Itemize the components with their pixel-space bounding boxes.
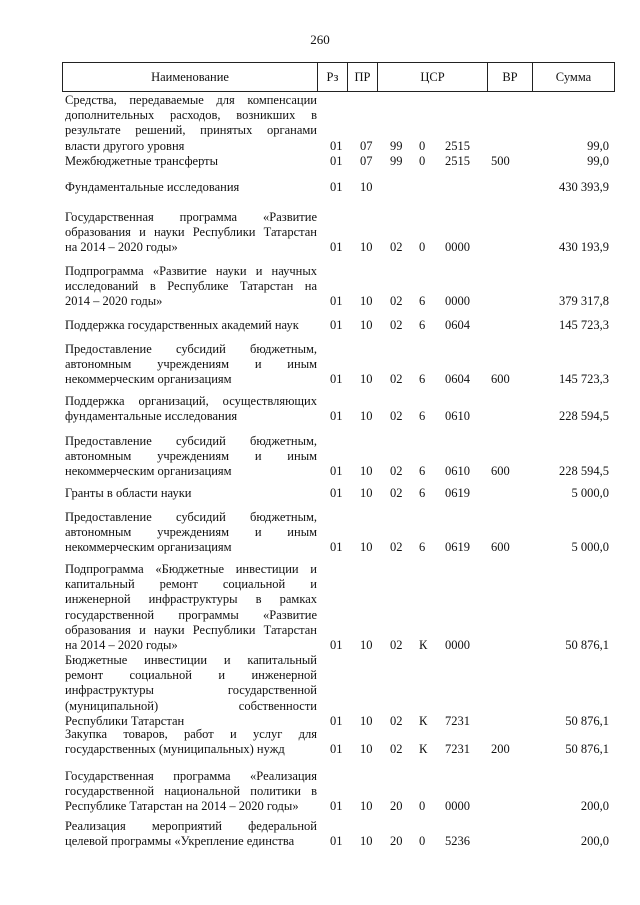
cell-pr: 10	[360, 540, 373, 555]
cell-csr-subprogram: 6	[419, 317, 426, 332]
cell-csr-direction: 0000	[445, 637, 470, 652]
row-name-line: целевой программы «Укрепление единства	[65, 834, 295, 849]
header-vr: ВР	[488, 63, 533, 91]
row-name-line: Республике Татарстан на 2014 – 2020 годы»	[65, 799, 299, 814]
cell-sum: 379 317,8	[559, 294, 609, 309]
row-name-line: Государственная программа «Реализация	[65, 769, 317, 783]
cell-rz: 01	[330, 834, 343, 849]
header-rz: Рз	[318, 63, 348, 91]
row-name-line: на 2014 – 2020 годы»	[65, 240, 178, 255]
cell-rz: 01	[330, 540, 343, 555]
row-name-line: Подпрограмма «Развитие науки и научных	[65, 264, 317, 278]
cell-sum: 50 876,1	[565, 713, 609, 728]
cell-pr: 10	[360, 485, 373, 500]
row-name	[65, 154, 317, 169]
row-name-line: образования и науки Республики Татарстан	[65, 225, 317, 240]
cell-sum: 145 723,3	[559, 317, 609, 332]
row-name-line: Предоставление субсидий бюджетным,	[65, 342, 317, 356]
cell-sum: 99,0	[587, 153, 609, 168]
cell-pr: 10	[360, 799, 373, 814]
table-row	[0, 93, 640, 154]
row-name	[65, 653, 317, 729]
row-name-line: Межбюджетные трансферты	[65, 154, 219, 168]
row-name	[65, 180, 317, 195]
row-name-line: власти другого уровня	[65, 138, 185, 153]
page-number: 260	[310, 32, 330, 47]
row-name-line: Предоставление субсидий бюджетным,	[65, 434, 317, 448]
table-row	[0, 210, 640, 256]
cell-rz: 01	[330, 637, 343, 652]
cell-pr: 10	[360, 372, 373, 387]
cell-vr: 500	[491, 153, 510, 168]
table-row	[0, 769, 640, 815]
row-name-line: Гранты в области науки	[65, 486, 192, 500]
row-name-line: инженерной инфраструктуры в рамках	[65, 592, 317, 607]
cell-pr: 10	[360, 742, 373, 757]
cell-sum: 228 594,5	[559, 409, 609, 424]
cell-sum: 430 193,9	[559, 240, 609, 255]
cell-pr: 10	[360, 409, 373, 424]
row-name-line: инфраструктуры государственной	[65, 683, 317, 698]
cell-rz: 01	[330, 799, 343, 814]
cell-rz: 01	[330, 485, 343, 500]
row-name-line: государственной национальной политики в	[65, 784, 317, 799]
cell-sum: 145 723,3	[559, 372, 609, 387]
row-name-line: Закупка товаров, работ и услуг для	[65, 727, 317, 741]
table-row	[0, 154, 640, 169]
row-name-line: государственной программы «Развитие	[65, 607, 317, 622]
table-row	[0, 180, 640, 195]
cell-csr-program: 02	[390, 742, 403, 757]
cell-pr: 10	[360, 713, 373, 728]
cell-csr-program: 02	[390, 464, 403, 479]
row-name-line: Подпрограмма «Бюджетные инвестиции и	[65, 562, 317, 576]
cell-sum: 5 000,0	[571, 485, 609, 500]
cell-csr-direction: 0604	[445, 317, 470, 332]
cell-csr-subprogram: 0	[419, 153, 426, 168]
cell-csr-direction: 7231	[445, 742, 470, 757]
row-name-line: на 2014 – 2020 годы»	[65, 638, 178, 653]
cell-csr-direction: 0000	[445, 294, 470, 309]
cell-csr-subprogram: 6	[419, 540, 426, 555]
row-name	[65, 819, 317, 849]
row-name	[65, 562, 317, 653]
cell-csr-program: 02	[390, 485, 403, 500]
row-name-line: Поддержка организаций, осуществляющих	[65, 394, 317, 408]
cell-rz: 01	[330, 153, 343, 168]
cell-sum: 99,0	[587, 138, 609, 153]
table-row	[0, 342, 640, 388]
cell-csr-direction: 0604	[445, 372, 470, 387]
row-name-line: Бюджетные инвестиции и капитальный	[65, 653, 317, 667]
row-name-line: 2014 – 2020 годы»	[65, 294, 163, 309]
cell-csr-direction: 0619	[445, 485, 470, 500]
cell-csr-program: 02	[390, 637, 403, 652]
table-row	[0, 727, 640, 757]
row-name-line: Предоставление субсидий бюджетным,	[65, 510, 317, 524]
table-row	[0, 394, 640, 424]
cell-sum: 200,0	[580, 799, 609, 814]
table-row	[0, 318, 640, 333]
row-name-line: некоммерческим организациям	[65, 372, 232, 387]
cell-csr-program: 99	[390, 138, 403, 153]
cell-csr-program: 20	[390, 834, 403, 849]
row-name	[65, 93, 317, 154]
cell-csr-subprogram: 0	[419, 834, 426, 849]
cell-csr-program: 02	[390, 317, 403, 332]
cell-csr-subprogram: 6	[419, 485, 426, 500]
cell-csr-subprogram: 0	[419, 138, 426, 153]
row-name-line: образования и науки Республики Татарстан	[65, 622, 317, 637]
cell-pr: 10	[360, 637, 373, 652]
cell-csr-subprogram: К	[419, 713, 428, 728]
cell-csr-program: 02	[390, 294, 403, 309]
cell-sum: 430 393,9	[559, 179, 609, 194]
cell-csr-subprogram: 0	[419, 799, 426, 814]
row-name	[65, 727, 317, 757]
cell-pr: 10	[360, 294, 373, 309]
cell-csr-direction: 0000	[445, 240, 470, 255]
row-name-line: Средства, передаваемые для компенсации	[65, 93, 317, 107]
row-name-line: Реализация мероприятий федеральной	[65, 819, 317, 833]
row-name-line: капитальный ремонт социальной и	[65, 577, 317, 592]
cell-csr-subprogram: 6	[419, 372, 426, 387]
cell-csr-program: 02	[390, 713, 403, 728]
cell-rz: 01	[330, 742, 343, 757]
table-row	[0, 434, 640, 480]
cell-csr-subprogram: 6	[419, 464, 426, 479]
table-header	[62, 62, 615, 92]
row-name	[65, 510, 317, 556]
row-name	[65, 394, 317, 424]
cell-sum: 228 594,5	[559, 464, 609, 479]
cell-sum: 200,0	[580, 834, 609, 849]
header-sum: Сумма	[555, 70, 592, 84]
cell-pr: 10	[360, 240, 373, 255]
cell-sum: 5 000,0	[571, 540, 609, 555]
row-name-line: некоммерческим организациям	[65, 540, 232, 555]
row-name	[65, 210, 317, 256]
row-name	[65, 264, 317, 310]
cell-csr-program: 20	[390, 799, 403, 814]
row-name-line: Государственная программа «Развитие	[65, 210, 317, 224]
cell-rz: 01	[330, 464, 343, 479]
row-name-line: автономным учреждениям и иным	[65, 357, 317, 372]
cell-rz: 01	[330, 138, 343, 153]
cell-csr-program: 02	[390, 372, 403, 387]
cell-csr-direction: 0610	[445, 464, 470, 479]
cell-csr-subprogram: 6	[419, 409, 426, 424]
cell-csr-subprogram: 0	[419, 240, 426, 255]
cell-pr: 07	[360, 153, 373, 168]
table-row	[0, 653, 640, 729]
row-name-line: Фундаментальные исследования	[65, 180, 240, 194]
cell-pr: 10	[360, 317, 373, 332]
cell-rz: 01	[330, 294, 343, 309]
row-name-line: некоммерческим организациям	[65, 464, 232, 479]
header-csr: ЦСР	[378, 63, 488, 91]
cell-csr-direction: 0610	[445, 409, 470, 424]
row-name-line: Поддержка государственных академий наук	[65, 318, 299, 332]
cell-rz: 01	[330, 409, 343, 424]
cell-sum: 50 876,1	[565, 742, 609, 757]
table-row	[0, 486, 640, 501]
row-name-line: дополнительных расходов, возникших в	[65, 108, 317, 123]
row-name	[65, 486, 317, 501]
cell-rz: 01	[330, 240, 343, 255]
cell-rz: 01	[330, 179, 343, 194]
cell-csr-program: 02	[390, 240, 403, 255]
cell-csr-direction: 2515	[445, 153, 470, 168]
cell-vr: 600	[491, 540, 510, 555]
cell-csr-direction: 7231	[445, 713, 470, 728]
row-name-line: государственных (муниципальных) нужд	[65, 742, 285, 757]
cell-rz: 01	[330, 317, 343, 332]
cell-vr: 600	[491, 464, 510, 479]
row-name-line: результате решений, принятых органами	[65, 123, 317, 138]
cell-csr-program: 99	[390, 153, 403, 168]
row-name-line: ремонт социальной и инженерной	[65, 668, 317, 683]
row-name-line: (муниципальной) собственности	[65, 698, 317, 713]
row-name-line: автономным учреждениям и иным	[65, 525, 317, 540]
cell-sum: 50 876,1	[565, 637, 609, 652]
cell-csr-direction: 0000	[445, 799, 470, 814]
row-name-line: автономным учреждениям и иным	[65, 449, 317, 464]
table-row	[0, 562, 640, 653]
row-name-line: исследований в Республике Татарстан на	[65, 279, 317, 294]
cell-csr-program: 02	[390, 409, 403, 424]
cell-vr: 600	[491, 372, 510, 387]
row-name	[65, 318, 317, 333]
cell-rz: 01	[330, 372, 343, 387]
header-name: Наименование	[63, 63, 318, 91]
row-name-line: Республики Татарстан	[65, 713, 185, 728]
cell-pr: 07	[360, 138, 373, 153]
cell-csr-direction: 5236	[445, 834, 470, 849]
table-row	[0, 264, 640, 310]
row-name	[65, 342, 317, 388]
cell-csr-subprogram: 6	[419, 294, 426, 309]
table-row	[0, 510, 640, 556]
header-pr: ПР	[348, 63, 378, 91]
row-name	[65, 434, 317, 480]
cell-csr-direction: 0619	[445, 540, 470, 555]
cell-csr-program: 02	[390, 540, 403, 555]
cell-csr-subprogram: К	[419, 742, 428, 757]
cell-rz: 01	[330, 713, 343, 728]
cell-pr: 10	[360, 464, 373, 479]
row-name-line: фундаментальные исследования	[65, 409, 238, 424]
row-name	[65, 769, 317, 815]
cell-vr: 200	[491, 742, 510, 757]
cell-csr-direction: 2515	[445, 138, 470, 153]
cell-pr: 10	[360, 834, 373, 849]
table-row	[0, 819, 640, 849]
cell-csr-subprogram: К	[419, 637, 428, 652]
cell-pr: 10	[360, 179, 373, 194]
